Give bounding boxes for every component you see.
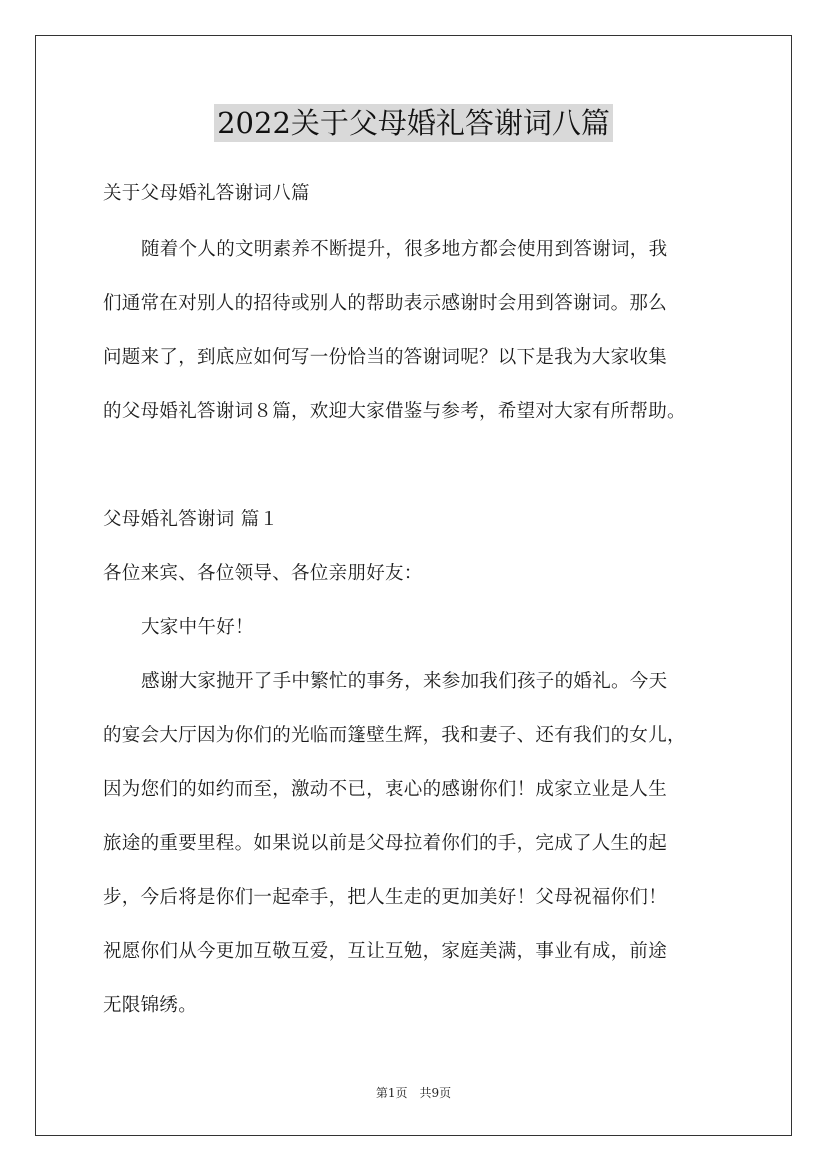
- body-line: 的宴会大厅因为你们的光临而篷壁生辉，我和妻子、还有我们的女儿，: [103, 725, 686, 746]
- title-container: [0, 104, 827, 142]
- intro-line: 的父母婚礼答谢词８篇，欢迎大家借鉴与参考，希望对大家有所帮助。: [103, 401, 686, 422]
- body-line: 祝愿你们从今更加互敬互爱，互让互勉，家庭美满，事业有成，前途: [103, 941, 668, 962]
- document-title: 2022关于父母婚礼答谢词八篇: [214, 104, 613, 142]
- intro-line: 问题来了，到底应如何写一份恰当的答谢词呢？以下是我为大家收集: [103, 347, 668, 368]
- document-subtitle: 关于父母婚礼答谢词八篇: [103, 183, 310, 204]
- body-line: 无限锦绣。: [103, 995, 198, 1016]
- body-line: 感谢大家抛开了手中繁忙的事务，来参加我们孩子的婚礼。今天: [141, 671, 668, 692]
- salutation: 各位来宾、各位领导、各位亲朋好友：: [103, 563, 423, 584]
- intro-line: 们通常在对别人的招待或别人的帮助表示感谢时会用到答谢词。那么: [103, 293, 668, 314]
- body-line: 步，今后将是你们一起牵手，把人生走的更加美好！父母祝福你们！: [103, 887, 668, 908]
- greeting: 大家中午好！: [141, 617, 254, 638]
- page-footer: 第1页 共9页: [375, 1086, 452, 1100]
- section-heading: 父母婚礼答谢词 篇１: [103, 509, 279, 530]
- intro-line: 随着个人的文明素养不断提升，很多地方都会使用到答谢词，我: [141, 239, 668, 260]
- body-line: 因为您们的如约而至，激动不已，衷心的感谢你们！成家立业是人生: [103, 779, 668, 800]
- body-line: 旅途的重要里程。如果说以前是父母拉着你们的手，完成了人生的起: [103, 833, 668, 854]
